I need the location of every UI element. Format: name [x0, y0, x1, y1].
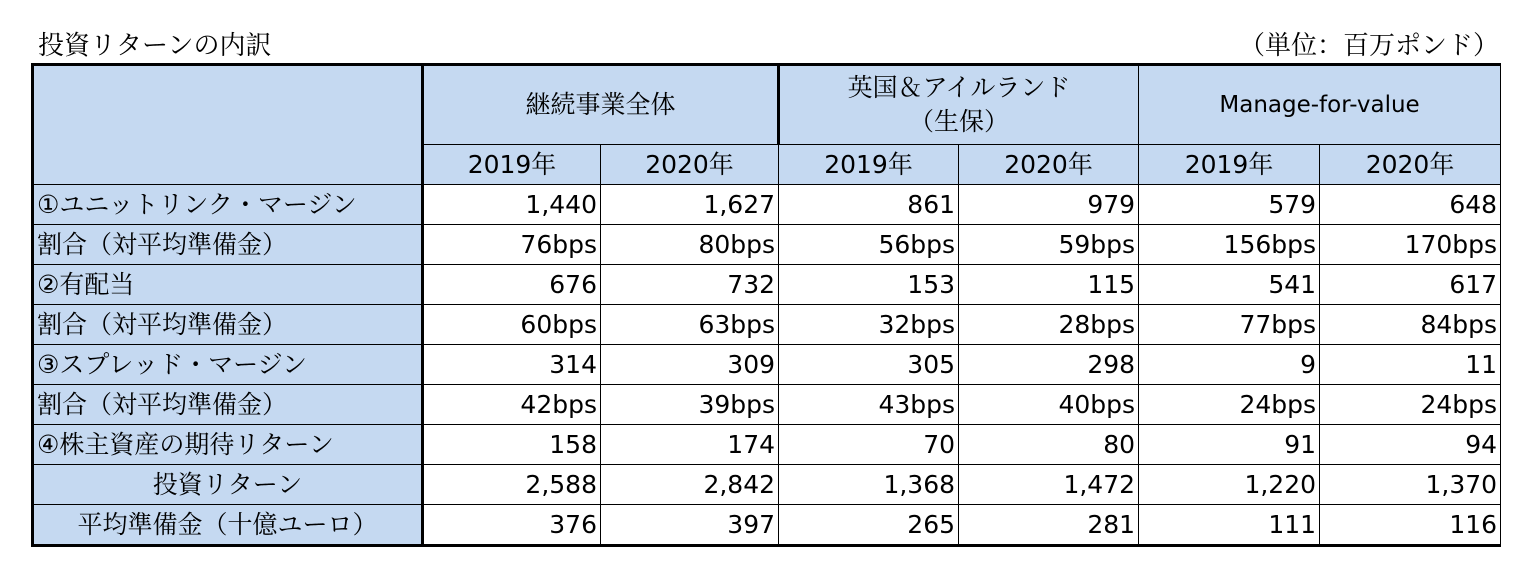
table-cell: 56bps: [779, 225, 959, 265]
table-cell: 1,440: [423, 185, 601, 225]
table-cell: 80: [959, 425, 1139, 465]
table-cell: 11: [1320, 345, 1501, 385]
row-label: 平均準備金（十億ユーロ）: [33, 505, 423, 546]
table-cell: 24bps: [1139, 385, 1320, 425]
table-cell: 70: [779, 425, 959, 465]
row-label: 投資リターン: [33, 465, 423, 505]
table-cell: 305: [779, 345, 959, 385]
table-cell: 43bps: [779, 385, 959, 425]
table-row: [33, 225, 1501, 265]
year-header: 2020年: [601, 145, 779, 185]
year-header: 2019年: [423, 145, 601, 185]
table-cell: 9: [1139, 345, 1320, 385]
table-cell: 1,370: [1320, 465, 1501, 505]
unit-note: （単位：百万ポンド）: [1238, 31, 1499, 61]
table-row: [33, 505, 1501, 546]
page-title: 投資リターンの内訳: [38, 31, 272, 61]
table-row-total: [33, 465, 1501, 505]
table-cell: 174: [601, 425, 779, 465]
row-label: 割合（対平均準備金）: [33, 385, 423, 425]
table-cell: 648: [1320, 185, 1501, 225]
group-label: Manage-for-value: [1219, 92, 1420, 118]
table-cell: 24bps: [1320, 385, 1501, 425]
table-cell: 298: [959, 345, 1139, 385]
table-cell: 676: [423, 265, 601, 305]
table-row: [33, 345, 1501, 385]
table-cell: 979: [959, 185, 1139, 225]
table-cell: 541: [1139, 265, 1320, 305]
year-header: 2019年: [779, 145, 959, 185]
table-cell: 111: [1139, 505, 1320, 546]
investment-return-table: [31, 63, 1501, 547]
table-cell: 2,842: [601, 465, 779, 505]
table-cell: 32bps: [779, 305, 959, 345]
header-corner-cell: [33, 65, 423, 185]
year-header: 2020年: [959, 145, 1139, 185]
table-cell: 309: [601, 345, 779, 385]
row-label: ③スプレッド・マージン: [33, 345, 423, 385]
table-cell: 314: [423, 345, 601, 385]
table-cell: 115: [959, 265, 1139, 305]
table-cell: 170bps: [1320, 225, 1501, 265]
table-cell: 1,220: [1139, 465, 1320, 505]
table-row: [33, 185, 1501, 225]
table-cell: 1,368: [779, 465, 959, 505]
table-row: [33, 385, 1501, 425]
table-cell: 861: [779, 185, 959, 225]
row-label: 割合（対平均準備金）: [33, 305, 423, 345]
table-cell: 94: [1320, 425, 1501, 465]
year-header: 2020年: [1320, 145, 1501, 185]
table-row: [33, 305, 1501, 345]
table-cell: 2,588: [423, 465, 601, 505]
table-cell: 281: [959, 505, 1139, 546]
group-label: 英国＆アイルランド: [847, 73, 1071, 102]
row-label: ④株主資産の期待リターン: [33, 425, 423, 465]
table-cell: 158: [423, 425, 601, 465]
table-cell: 91: [1139, 425, 1320, 465]
table-cell: 265: [779, 505, 959, 546]
table-cell: 1,627: [601, 185, 779, 225]
group-label: 継続事業全体: [525, 90, 676, 119]
table-cell: 116: [1320, 505, 1501, 546]
table-cell: 84bps: [1320, 305, 1501, 345]
table-cell: 77bps: [1139, 305, 1320, 345]
table-cell: 42bps: [423, 385, 601, 425]
row-label: 割合（対平均準備金）: [33, 225, 423, 265]
header-row-groups: [33, 65, 1501, 145]
table-row: [33, 265, 1501, 305]
row-label: ①ユニットリンク・マージン: [33, 185, 423, 225]
table-cell: 617: [1320, 265, 1501, 305]
row-label: ②有配当: [33, 265, 423, 305]
table-cell: 59bps: [959, 225, 1139, 265]
table-cell: 376: [423, 505, 601, 546]
table-cell: 80bps: [601, 225, 779, 265]
table-cell: 28bps: [959, 305, 1139, 345]
table-cell: 732: [601, 265, 779, 305]
group-header-uk-ireland: [779, 65, 1139, 145]
table-cell: 579: [1139, 185, 1320, 225]
table-cell: 63bps: [601, 305, 779, 345]
table-row: [33, 425, 1501, 465]
table-cell: 1,472: [959, 465, 1139, 505]
table-cell: 397: [601, 505, 779, 546]
group-header-manage-for-value: [1139, 65, 1501, 145]
table-cell: 76bps: [423, 225, 601, 265]
year-header: 2019年: [1139, 145, 1320, 185]
group-label-sub: （生保）: [909, 107, 1010, 136]
table-cell: 39bps: [601, 385, 779, 425]
group-header-total: [423, 65, 779, 145]
table-cell: 156bps: [1139, 225, 1320, 265]
table-cell: 40bps: [959, 385, 1139, 425]
table-cell: 60bps: [423, 305, 601, 345]
table-cell: 153: [779, 265, 959, 305]
